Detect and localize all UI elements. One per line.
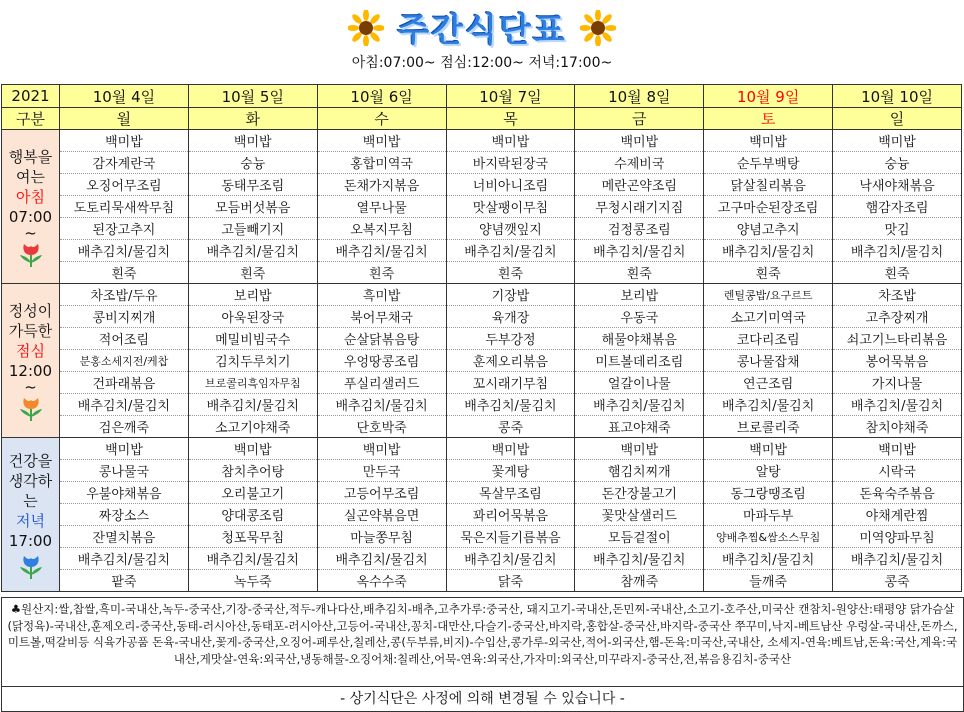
breakfast-label: [2, 130, 60, 284]
meal-name: 저녁: [16, 511, 45, 530]
breakfast-row: [2, 130, 962, 152]
meal-time: 12:00: [8, 361, 53, 380]
menu-item: 맛김: [833, 218, 962, 240]
menu-item: 백미밥: [60, 438, 189, 460]
date-cell: 10월 6일: [317, 85, 446, 108]
menu-item: 검은깨죽: [60, 416, 189, 438]
menu-item: 옥수수죽: [317, 570, 446, 592]
day-cell: 일: [833, 108, 962, 130]
meal-times: 아침:07:00~ 점심:12:00~ 저녁:17:00~: [351, 55, 613, 71]
breakfast-row: [2, 174, 962, 196]
menu-item: 백미밥: [446, 130, 575, 152]
section-label-line: 건강을: [8, 451, 53, 470]
menu-item: 백미밥: [446, 438, 575, 460]
menu-item: 백미밥: [833, 130, 962, 152]
menu-item: 백미밥: [60, 130, 189, 152]
menu-item: 쇠고기느타리볶음: [833, 328, 962, 350]
menu-item: 콩나물국: [60, 460, 189, 482]
origin-notice: ♣원산지:쌀,찹쌀,흑미-국내산,녹두-중국산,기장-중국산,적두-캐나다산,배추김치-배추,고추가루:중국산, 돼지고기-국내산,돈민찌-국내산,소고기-호주산,미국산 캔참치-원양산:태평양 닭가슴살(닭정육)-국내산,훈제오리-중국산,동태-러시아산,동태포-러시아산,고등어-국내산,꽁치-대만산,다슬기-중국산,바지락,홍합살-중국산,바지락-중국산 쭈꾸미,낙지-베트남산 우렁살-국내산,돈까스,미트볼,떡갈비등 식육가공품 돈육-국내산,꽃게-중국산,오징어-페루산,칠레산,콩(두부류,비지)-수입산,콩가루-외국산,적어-외국산,햄-돈육:미국산,국내산, 소세지-연육:베트남,돈육:국산,계육:국내산,게맛살-연육:외국산,냉동해물-오징어채:칠레산,어묵-연육:외국산,가자미:외국산,미꾸라지-중국산,전,볶음용김치-중국산: [1, 597, 964, 687]
menu-item: 고추장찌개: [833, 306, 962, 328]
menu-item: 배추김치/물김치: [446, 548, 575, 570]
menu-item: 바지락된장국: [446, 152, 575, 174]
menu-item: 기장밥: [446, 284, 575, 306]
menu-item: 보리밥: [188, 284, 317, 306]
menu-item: 배추김치/물김치: [575, 548, 704, 570]
menu-item: 참깨죽: [575, 570, 704, 592]
menu-item: 양념고추지: [704, 218, 833, 240]
dinner-row: [2, 438, 962, 460]
menu-item: 콩죽: [446, 416, 575, 438]
menu-item: 백미밥: [833, 438, 962, 460]
breakfast-row: [2, 240, 962, 262]
menu-item: 푸실리샐러드: [317, 372, 446, 394]
menu-item: 훈제오리볶음: [446, 350, 575, 372]
menu-item: 렌틸콩밥/요구르트: [704, 284, 833, 306]
menu-item: 알탕: [704, 460, 833, 482]
meal-name: 아침: [16, 187, 45, 206]
menu-item: 실곤약볶음면: [317, 504, 446, 526]
menu-item: 너비아니조림: [446, 174, 575, 196]
menu-item: 꽃게탕: [446, 460, 575, 482]
menu-item: 만두국: [317, 460, 446, 482]
meal-time: 07:00: [8, 207, 53, 226]
change-notice: - 상기식단은 사정에 의해 변경될 수 있습니다 -: [1, 686, 964, 712]
menu-item: 얼갈이나물: [575, 372, 704, 394]
menu-item: 흰죽: [317, 262, 446, 284]
menu-item: 고구마순된장조림: [704, 196, 833, 218]
day-cell: 수: [317, 108, 446, 130]
dinner-row: [2, 460, 962, 482]
menu-item: 배추김치/물김치: [60, 240, 189, 262]
menu-item: 단호박죽: [317, 416, 446, 438]
menu-item: 배추김치/물김치: [704, 394, 833, 416]
menu-item: 순두부백탕: [704, 152, 833, 174]
breakfast-row: [2, 218, 962, 240]
menu-item: 배추김치/물김치: [188, 394, 317, 416]
breakfast-row: [2, 152, 962, 174]
section-label-line: 가득한: [8, 321, 53, 340]
menu-item: 흰죽: [60, 262, 189, 284]
menu-item: 차조밥: [833, 284, 962, 306]
menu-table: [1, 84, 962, 592]
menu-item: 수제비국: [575, 152, 704, 174]
menu-item: 시락국: [833, 460, 962, 482]
menu-item: 배추김치/물김치: [575, 240, 704, 262]
menu-item: 꽃맛살샐러드: [575, 504, 704, 526]
breakfast-row: [2, 262, 962, 284]
menu-item: 백미밥: [188, 130, 317, 152]
menu-item: 녹두죽: [188, 570, 317, 592]
menu-item: 배추김치/물김치: [60, 394, 189, 416]
menu-item: 순살닭볶음탕: [317, 328, 446, 350]
day-cell: 월: [60, 108, 189, 130]
menu-item: 우불야채볶음: [60, 482, 189, 504]
lunch-row: [2, 416, 962, 438]
menu-item: 백미밥: [188, 438, 317, 460]
menu-item: 배추김치/물김치: [833, 548, 962, 570]
breakfast-row: [2, 196, 962, 218]
menu-item: 미역양파무침: [833, 526, 962, 548]
menu-item: 모듬버섯볶음: [188, 196, 317, 218]
day-row: [2, 108, 962, 130]
menu-item: 맛살팽이무침: [446, 196, 575, 218]
menu-item: 가지나물: [833, 372, 962, 394]
lunch-label: [2, 284, 60, 438]
lunch-row: [2, 372, 962, 394]
menu-item: 청포묵무침: [188, 526, 317, 548]
menu-item: 브로콜리흑임자무침: [188, 372, 317, 394]
day-cell: 화: [188, 108, 317, 130]
menu-item: 메란곤약조림: [575, 174, 704, 196]
menu-item: 백미밥: [317, 130, 446, 152]
menu-item: 표고야채죽: [575, 416, 704, 438]
menu-item: 오복지무침: [317, 218, 446, 240]
menu-item: 양대콩조림: [188, 504, 317, 526]
menu-item: 오리불고기: [188, 482, 317, 504]
menu-item: 배추김치/물김치: [446, 394, 575, 416]
menu-item: 꼬시래기무침: [446, 372, 575, 394]
menu-item: 북어무채국: [317, 306, 446, 328]
gubun-cell: 구분: [2, 108, 60, 130]
menu-item: 흑미밥: [317, 284, 446, 306]
menu-item: 배추김치/물김치: [446, 240, 575, 262]
menu-item: 소고기미역국: [704, 306, 833, 328]
menu-item: 우엉땅콩조림: [317, 350, 446, 372]
menu-item: 동태무조림: [188, 174, 317, 196]
section-label-line: 는: [23, 491, 38, 510]
menu-item: 봉어묵볶음: [833, 350, 962, 372]
menu-item: 고들빼기지: [188, 218, 317, 240]
menu-item: 아욱된장국: [188, 306, 317, 328]
menu-item: 감자계란국: [60, 152, 189, 174]
menu-item: 검정콩조림: [575, 218, 704, 240]
menu-item: 햄김치찌개: [575, 460, 704, 482]
meal-time-tilde: ~: [24, 377, 37, 396]
menu-item: 콩비지찌개: [60, 306, 189, 328]
day-cell: 목: [446, 108, 575, 130]
menu-item: 배추김치/물김치: [704, 548, 833, 570]
flower-icon: [16, 553, 46, 579]
menu-item: 백미밥: [317, 438, 446, 460]
section-label-line: 생각하: [8, 471, 53, 490]
date-cell-holiday: 10월 9일: [704, 85, 833, 108]
menu-item: 마파두부: [704, 504, 833, 526]
menu-item: 홍합미역국: [317, 152, 446, 174]
menu-item: 참치야채죽: [833, 416, 962, 438]
sunflower-icon: [580, 10, 616, 46]
dinner-label: [2, 438, 60, 592]
menu-item: 양배추찜&쌈소스무침: [704, 526, 833, 548]
menu-item: 배추김치/물김치: [833, 240, 962, 262]
menu-item: 흰죽: [446, 262, 575, 284]
menu-item: 고등어무조림: [317, 482, 446, 504]
menu-item: 도토리묵새싹무침: [60, 196, 189, 218]
menu-item: 들깨죽: [704, 570, 833, 592]
menu-item: 배추김치/물김치: [317, 240, 446, 262]
section-label-line: 정성이: [8, 301, 53, 320]
page-title: 주간식단표: [397, 10, 567, 49]
menu-item: 백미밥: [704, 130, 833, 152]
menu-item: 코다리조림: [704, 328, 833, 350]
menu-item: 양념깻잎지: [446, 218, 575, 240]
menu-item: 소고기야채죽: [188, 416, 317, 438]
meal-time: 17:00: [8, 531, 53, 550]
menu-item: 목살무조림: [446, 482, 575, 504]
menu-item: 동그랑땡조림: [704, 482, 833, 504]
menu-item: 배추김치/물김치: [188, 240, 317, 262]
menu-item: 두부강정: [446, 328, 575, 350]
lunch-row: [2, 394, 962, 416]
menu-item: 닭살칠리볶음: [704, 174, 833, 196]
menu-item: 배추김치/물김치: [188, 548, 317, 570]
menu-item: 콩나물잡채: [704, 350, 833, 372]
menu-item: 오징어무조림: [60, 174, 189, 196]
menu-item: 숭늉: [833, 152, 962, 174]
menu-item: 배추김치/물김치: [60, 548, 189, 570]
menu-item: 육개장: [446, 306, 575, 328]
date-cell: 10월 8일: [575, 85, 704, 108]
page-header: [0, 0, 964, 82]
menu-item: 마늘쫑무침: [317, 526, 446, 548]
lunch-row: [2, 306, 962, 328]
dinner-row: [2, 504, 962, 526]
year-cell: 2021: [2, 85, 60, 108]
lunch-row: [2, 350, 962, 372]
menu-item: 콩죽: [833, 570, 962, 592]
date-row: [2, 85, 962, 108]
menu-item: 햄감자조림: [833, 196, 962, 218]
menu-item: 메밀비빔국수: [188, 328, 317, 350]
menu-item: 백미밥: [575, 438, 704, 460]
menu-item: 배추김치/물김치: [833, 394, 962, 416]
menu-item: 배추김치/물김치: [704, 240, 833, 262]
menu-item: 야채계란찜: [833, 504, 962, 526]
menu-item: 연근조림: [704, 372, 833, 394]
menu-item: 차조밥/두유: [60, 284, 189, 306]
menu-item: 우동국: [575, 306, 704, 328]
flower-icon: [16, 395, 46, 421]
title-row: [0, 4, 964, 48]
menu-item: 팥죽: [60, 570, 189, 592]
dinner-row: [2, 482, 962, 504]
menu-item: 잔멸치볶음: [60, 526, 189, 548]
menu-item: 해물야채볶음: [575, 328, 704, 350]
lunch-row: [2, 328, 962, 350]
menu-item: 흰죽: [704, 262, 833, 284]
day-cell: 금: [575, 108, 704, 130]
meal-name: 점심: [16, 341, 45, 360]
dinner-row: [2, 570, 962, 592]
menu-item: 돈간장불고기: [575, 482, 704, 504]
menu-item: 모듬겉절이: [575, 526, 704, 548]
date-cell: 10월 4일: [60, 85, 189, 108]
menu-item: 백미밥: [704, 438, 833, 460]
date-cell: 10월 10일: [833, 85, 962, 108]
menu-item: 보리밥: [575, 284, 704, 306]
menu-item: 된장고추지: [60, 218, 189, 240]
meal-time-tilde: ~: [24, 223, 37, 242]
menu-item: 무청시래기지짐: [575, 196, 704, 218]
menu-item: 짜장소스: [60, 504, 189, 526]
menu-item: 돈육숙주볶음: [833, 482, 962, 504]
day-cell-holiday: 토: [704, 108, 833, 130]
section-label-line: 여는: [16, 167, 45, 186]
menu-item: 김치두루치기: [188, 350, 317, 372]
menu-item: 흰죽: [833, 262, 962, 284]
menu-item: 배추김치/물김치: [317, 394, 446, 416]
menu-item: 적어조림: [60, 328, 189, 350]
menu-item: 묵은지들기름볶음: [446, 526, 575, 548]
section-label-line: 행복을: [8, 147, 53, 166]
menu-item: 낙새야채볶음: [833, 174, 962, 196]
menu-item: 건파래볶음: [60, 372, 189, 394]
menu-item: 브로콜리죽: [704, 416, 833, 438]
menu-item: 미트볼데리조림: [575, 350, 704, 372]
menu-item: 꽈리어묵볶음: [446, 504, 575, 526]
menu-item: 닭죽: [446, 570, 575, 592]
date-cell: 10월 7일: [446, 85, 575, 108]
lunch-row: [2, 284, 962, 306]
menu-item: 숭늉: [188, 152, 317, 174]
menu-item: 백미밥: [575, 130, 704, 152]
dinner-row: [2, 526, 962, 548]
date-cell: 10월 5일: [188, 85, 317, 108]
menu-item: 참치추어탕: [188, 460, 317, 482]
menu-item: 돈채가지볶음: [317, 174, 446, 196]
menu-item: 흰죽: [188, 262, 317, 284]
dinner-row: [2, 548, 962, 570]
flower-icon: [16, 241, 46, 267]
menu-item: 분홍소세지전/케찹: [60, 350, 189, 372]
menu-item: 배추김치/물김치: [575, 394, 704, 416]
menu-item: 배추김치/물김치: [317, 548, 446, 570]
menu-item: 흰죽: [575, 262, 704, 284]
menu-item: 열무나물: [317, 196, 446, 218]
sunflower-icon: [348, 10, 384, 46]
